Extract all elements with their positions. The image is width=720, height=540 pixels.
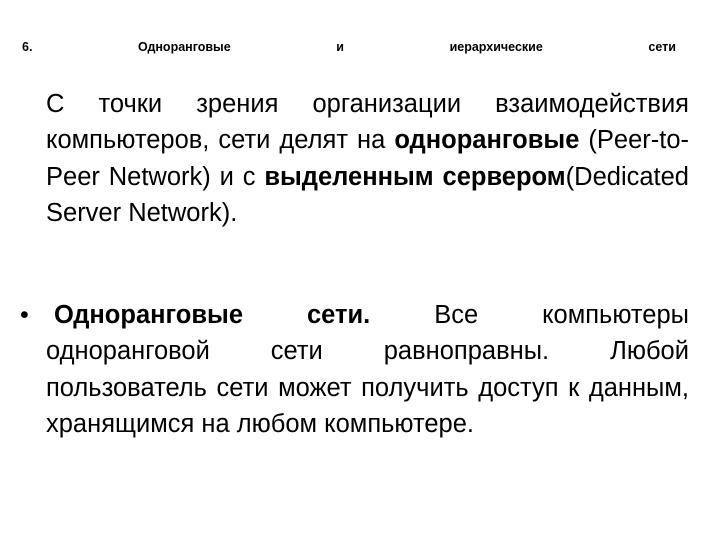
bullet-marker: • (20, 301, 29, 329)
intro-bold-peer: одноранговые (394, 126, 580, 155)
intro-text-1: С точки зрения организации взаимодействия компьютеров, сети делят на (46, 90, 689, 155)
title-word: иерархические (449, 40, 543, 54)
bullet-bold-heading: Одноранговые сети. (54, 301, 371, 329)
title-word: сети (648, 40, 676, 54)
title-word: и (336, 40, 344, 54)
title-word: 6. (22, 40, 33, 54)
intro-bold-server: выделенным сервером (264, 162, 566, 191)
title-word: Одноранговые (138, 40, 231, 54)
intro-paragraph (46, 86, 689, 232)
bullet-text: Все компьютеры одноранговой сети равноправны. Любой пользователь сети может получить доступ к данным, хранящимся на любом компьютере. (46, 301, 689, 439)
slide-title (22, 40, 676, 54)
intro-text-3: (Dedicated Server Network). (46, 162, 689, 228)
bullet-paragraph (46, 297, 689, 443)
intro-text-2: (Peer-to-Peer Network) и с (46, 126, 689, 191)
